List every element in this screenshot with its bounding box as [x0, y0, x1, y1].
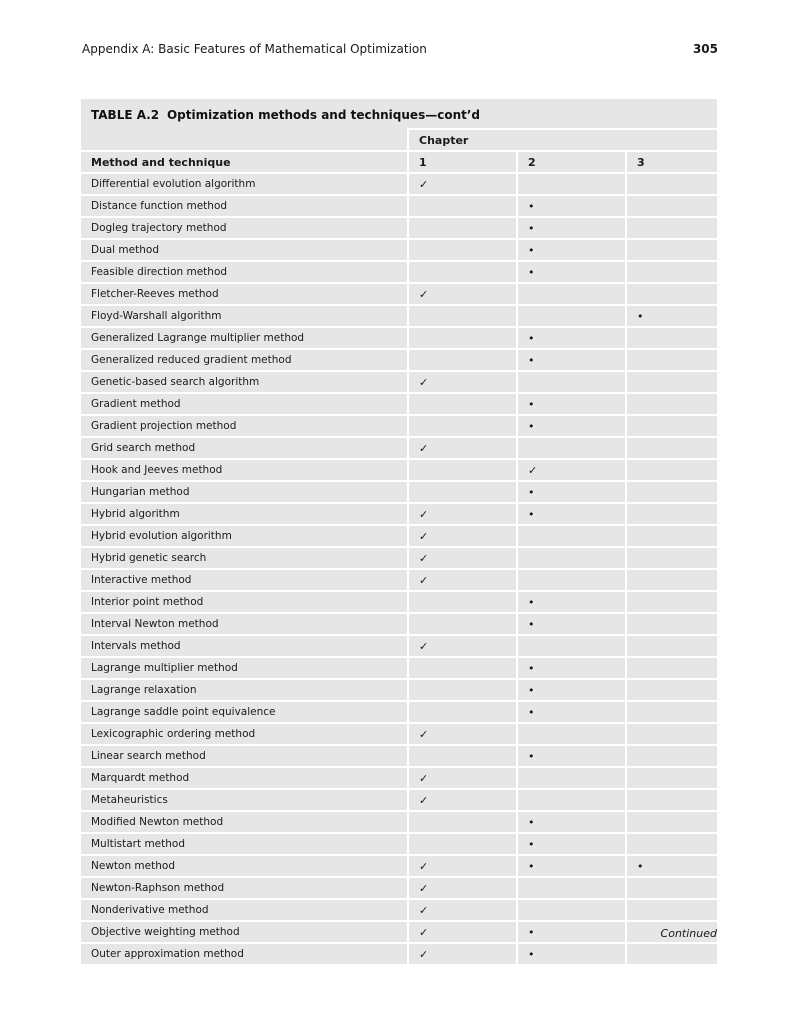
method-name: Lagrange multiplier method	[81, 657, 408, 679]
bullet-mark-icon: •	[637, 309, 644, 323]
bullet-mark-icon: •	[528, 683, 535, 697]
chapter-2-mark	[517, 723, 626, 745]
chapter-1-mark	[408, 591, 517, 613]
chapter-2-mark	[517, 877, 626, 899]
method-name: Marquardt method	[81, 767, 408, 789]
chapter-3-mark	[626, 371, 735, 393]
method-name: Lexicographic ordering method	[81, 723, 408, 745]
table-row	[81, 877, 735, 899]
chapter-1-mark	[408, 459, 517, 481]
chapter-1-mark	[408, 877, 517, 899]
method-name: Outer approximation method	[81, 943, 408, 965]
method-name: Fletcher-Reeves method	[81, 283, 408, 305]
table-row	[81, 943, 735, 965]
chapter-2-mark	[517, 459, 626, 481]
table-title: Optimization methods and techniques—cont’d	[166, 108, 480, 122]
chapter-1-mark	[408, 261, 517, 283]
table-row	[81, 767, 735, 789]
bullet-mark-icon: •	[528, 749, 535, 763]
method-name: Generalized Lagrange multiplier method	[81, 327, 408, 349]
chapter-1-mark	[408, 657, 517, 679]
method-name: Dual method	[81, 239, 408, 261]
chapter-1-mark	[408, 437, 517, 459]
chapter-2-mark	[517, 481, 626, 503]
chapter-1-mark	[408, 525, 517, 547]
check-mark-icon: ✓	[419, 441, 429, 455]
check-mark-icon: ✓	[419, 507, 429, 521]
table-row	[81, 371, 735, 393]
chapter-1-mark	[408, 811, 517, 833]
table-row	[81, 217, 735, 239]
chapter-1-mark	[408, 723, 517, 745]
chapter-1-header: 1	[408, 151, 517, 173]
chapter-1-mark	[408, 283, 517, 305]
chapter-3-mark	[626, 789, 735, 811]
chapter-1-mark	[408, 503, 517, 525]
chapter-2-header: 2	[517, 151, 626, 173]
chapter-3-mark	[626, 613, 735, 635]
chapter-1-mark	[408, 305, 517, 327]
method-name: Genetic-based search algorithm	[81, 371, 408, 393]
method-name: Hybrid algorithm	[81, 503, 408, 525]
chapter-2-mark	[517, 767, 626, 789]
chapter-2-mark	[517, 679, 626, 701]
method-name: Differential evolution algorithm	[81, 173, 408, 195]
chapter-3-mark	[626, 437, 735, 459]
chapter-2-mark	[517, 261, 626, 283]
check-mark-icon: ✓	[419, 947, 429, 961]
chapter-1-mark	[408, 481, 517, 503]
table-row	[81, 701, 735, 723]
table-row	[81, 525, 735, 547]
chapter-2-mark	[517, 569, 626, 591]
continued-note: Continued	[660, 927, 717, 940]
check-mark-icon: ✓	[419, 639, 429, 653]
chapter-1-mark	[408, 195, 517, 217]
chapter-3-mark	[626, 569, 735, 591]
chapter-1-mark	[408, 173, 517, 195]
method-name: Interior point method	[81, 591, 408, 613]
chapter-2-mark	[517, 525, 626, 547]
chapter-2-mark	[517, 547, 626, 569]
bullet-mark-icon: •	[528, 507, 535, 521]
chapter-3-mark	[626, 173, 735, 195]
bullet-mark-icon: •	[528, 815, 535, 829]
chapter-3-mark	[626, 899, 735, 921]
chapter-1-mark	[408, 327, 517, 349]
bullet-mark-icon: •	[528, 265, 535, 279]
chapter-1-mark	[408, 217, 517, 239]
method-name: Dogleg trajectory method	[81, 217, 408, 239]
check-mark-icon: ✓	[419, 793, 429, 807]
chapter-2-mark	[517, 239, 626, 261]
chapter-2-mark	[517, 173, 626, 195]
bullet-mark-icon: •	[528, 331, 535, 345]
chapter-3-mark	[626, 239, 735, 261]
chapter-2-mark	[517, 371, 626, 393]
check-mark-icon: ✓	[419, 727, 429, 741]
chapter-1-mark	[408, 921, 517, 943]
check-mark-icon: ✓	[419, 177, 429, 191]
method-name: Lagrange relaxation	[81, 679, 408, 701]
chapter-2-mark	[517, 305, 626, 327]
check-mark-icon: ✓	[419, 287, 429, 301]
method-name: Gradient method	[81, 393, 408, 415]
method-name: Hook and Jeeves method	[81, 459, 408, 481]
chapter-3-mark	[626, 723, 735, 745]
method-name: Linear search method	[81, 745, 408, 767]
table-label: TABLE A.2	[91, 108, 160, 122]
table-row	[81, 437, 735, 459]
bullet-mark-icon: •	[528, 595, 535, 609]
check-mark-icon: ✓	[419, 859, 429, 873]
chapter-1-mark	[408, 789, 517, 811]
table-row	[81, 459, 735, 481]
check-mark-icon: ✓	[419, 903, 429, 917]
chapter-3-header: 3	[626, 151, 735, 173]
chapter-2-mark	[517, 701, 626, 723]
chapter-2-mark	[517, 217, 626, 239]
method-name: Feasible direction method	[81, 261, 408, 283]
table-row	[81, 789, 735, 811]
chapter-2-mark	[517, 855, 626, 877]
method-name: Distance function method	[81, 195, 408, 217]
chapter-1-mark	[408, 239, 517, 261]
chapter-1-mark	[408, 679, 517, 701]
table-row	[81, 503, 735, 525]
chapter-2-mark	[517, 195, 626, 217]
running-head	[82, 42, 718, 56]
check-mark-icon: ✓	[419, 551, 429, 565]
methods-table	[81, 99, 717, 966]
chapter-3-mark	[626, 943, 735, 965]
table-row	[81, 327, 735, 349]
table-row	[81, 833, 735, 855]
table-row	[81, 195, 735, 217]
bullet-mark-icon: •	[528, 859, 535, 873]
method-name: Interval Newton method	[81, 613, 408, 635]
chapter-2-mark	[517, 415, 626, 437]
chapter-1-mark	[408, 899, 517, 921]
chapter-3-mark	[626, 833, 735, 855]
chapter-1-mark	[408, 943, 517, 965]
table-row	[81, 415, 735, 437]
check-mark-icon: ✓	[419, 925, 429, 939]
method-name: Generalized reduced gradient method	[81, 349, 408, 371]
chapter-3-mark	[626, 525, 735, 547]
method-name: Objective weighting method	[81, 921, 408, 943]
method-name: Floyd-Warshall algorithm	[81, 305, 408, 327]
chapter-1-mark	[408, 371, 517, 393]
chapter-2-mark	[517, 657, 626, 679]
table-row	[81, 239, 735, 261]
chapter-2-mark	[517, 393, 626, 415]
page-number: 305	[692, 42, 718, 56]
method-name: Nonderivative method	[81, 899, 408, 921]
method-name: Newton method	[81, 855, 408, 877]
chapter-2-mark	[517, 635, 626, 657]
check-mark-icon: ✓	[419, 573, 429, 587]
chapter-1-mark	[408, 393, 517, 415]
method-name: Lagrange saddle point equivalence	[81, 701, 408, 723]
table-row	[81, 745, 735, 767]
chapter-2-mark	[517, 591, 626, 613]
table-row	[81, 723, 735, 745]
chapter-2-mark	[517, 899, 626, 921]
chapter-1-mark	[408, 547, 517, 569]
method-name: Multistart method	[81, 833, 408, 855]
chapter-2-mark	[517, 943, 626, 965]
table-row	[81, 635, 735, 657]
chapter-1-mark	[408, 415, 517, 437]
chapter-3-mark	[626, 415, 735, 437]
table-row	[81, 305, 735, 327]
check-mark-icon: ✓	[419, 375, 429, 389]
chapter-3-mark	[626, 305, 735, 327]
chapter-1-mark	[408, 701, 517, 723]
chapter-3-mark	[626, 855, 735, 877]
table-row	[81, 547, 735, 569]
bullet-mark-icon: •	[528, 419, 535, 433]
chapter-1-mark	[408, 635, 517, 657]
check-mark-icon: ✓	[419, 529, 429, 543]
chapter-3-mark	[626, 459, 735, 481]
chapter-3-mark	[626, 261, 735, 283]
method-name: Hybrid evolution algorithm	[81, 525, 408, 547]
chapter-header-blank	[81, 129, 408, 151]
chapter-3-mark	[626, 195, 735, 217]
chapter-2-mark	[517, 349, 626, 371]
table-row	[81, 349, 735, 371]
check-mark-icon: ✓	[528, 463, 538, 477]
bullet-mark-icon: •	[528, 705, 535, 719]
chapter-3-mark	[626, 811, 735, 833]
chapter-2-mark	[517, 921, 626, 943]
chapter-3-mark	[626, 745, 735, 767]
chapter-1-mark	[408, 855, 517, 877]
chapter-2-mark	[517, 745, 626, 767]
chapter-3-mark	[626, 767, 735, 789]
chapter-3-mark	[626, 701, 735, 723]
bullet-mark-icon: •	[637, 859, 644, 873]
method-name: Grid search method	[81, 437, 408, 459]
chapter-header: Chapter	[408, 129, 735, 151]
chapter-3-mark	[626, 679, 735, 701]
table-row	[81, 173, 735, 195]
method-name: Intervals method	[81, 635, 408, 657]
table-row	[81, 569, 735, 591]
chapter-3-mark	[626, 393, 735, 415]
table-row	[81, 591, 735, 613]
table-row	[81, 613, 735, 635]
chapter-2-mark	[517, 833, 626, 855]
bullet-mark-icon: •	[528, 243, 535, 257]
bullet-mark-icon: •	[528, 661, 535, 675]
chapter-3-mark	[626, 283, 735, 305]
chapter-2-mark	[517, 503, 626, 525]
chapter-2-mark	[517, 789, 626, 811]
table-row	[81, 811, 735, 833]
bullet-mark-icon: •	[528, 397, 535, 411]
chapter-3-mark	[626, 547, 735, 569]
method-name: Hungarian method	[81, 481, 408, 503]
chapter-1-mark	[408, 569, 517, 591]
chapter-2-mark	[517, 283, 626, 305]
bullet-mark-icon: •	[528, 199, 535, 213]
running-head-title: Appendix A: Basic Features of Mathematical Optimization	[82, 42, 427, 56]
check-mark-icon: ✓	[419, 771, 429, 785]
column-header-row	[81, 151, 735, 173]
method-name: Hybrid genetic search	[81, 547, 408, 569]
method-name: Interactive method	[81, 569, 408, 591]
chapter-1-mark	[408, 745, 517, 767]
method-name: Modified Newton method	[81, 811, 408, 833]
bullet-mark-icon: •	[528, 221, 535, 235]
bullet-mark-icon: •	[528, 617, 535, 631]
table-row	[81, 679, 735, 701]
method-name: Metaheuristics	[81, 789, 408, 811]
chapter-3-mark	[626, 217, 735, 239]
chapter-1-mark	[408, 613, 517, 635]
chapter-2-mark	[517, 613, 626, 635]
chapter-1-mark	[408, 833, 517, 855]
check-mark-icon: ✓	[419, 881, 429, 895]
bullet-mark-icon: •	[528, 837, 535, 851]
chapter-3-mark	[626, 503, 735, 525]
table-row	[81, 921, 735, 943]
table-caption	[81, 99, 717, 128]
chapter-3-mark	[626, 657, 735, 679]
chapter-1-mark	[408, 349, 517, 371]
chapter-2-mark	[517, 327, 626, 349]
chapter-3-mark	[626, 635, 735, 657]
chapter-header-row	[81, 129, 735, 151]
bullet-mark-icon: •	[528, 485, 535, 499]
bullet-mark-icon: •	[528, 925, 535, 939]
chapter-2-mark	[517, 437, 626, 459]
method-name: Newton-Raphson method	[81, 877, 408, 899]
table-row	[81, 393, 735, 415]
table-row	[81, 261, 735, 283]
chapter-3-mark	[626, 327, 735, 349]
bullet-mark-icon: •	[528, 947, 535, 961]
chapter-3-mark	[626, 481, 735, 503]
table-row	[81, 657, 735, 679]
chapter-1-mark	[408, 767, 517, 789]
bullet-mark-icon: •	[528, 353, 535, 367]
chapter-3-mark	[626, 591, 735, 613]
table-row	[81, 855, 735, 877]
method-header: Method and technique	[81, 151, 408, 173]
chapter-3-mark	[626, 349, 735, 371]
method-name: Gradient projection method	[81, 415, 408, 437]
table-row	[81, 899, 735, 921]
table-row	[81, 283, 735, 305]
table-grid	[81, 128, 735, 966]
chapter-2-mark	[517, 811, 626, 833]
chapter-3-mark	[626, 877, 735, 899]
table-row	[81, 481, 735, 503]
